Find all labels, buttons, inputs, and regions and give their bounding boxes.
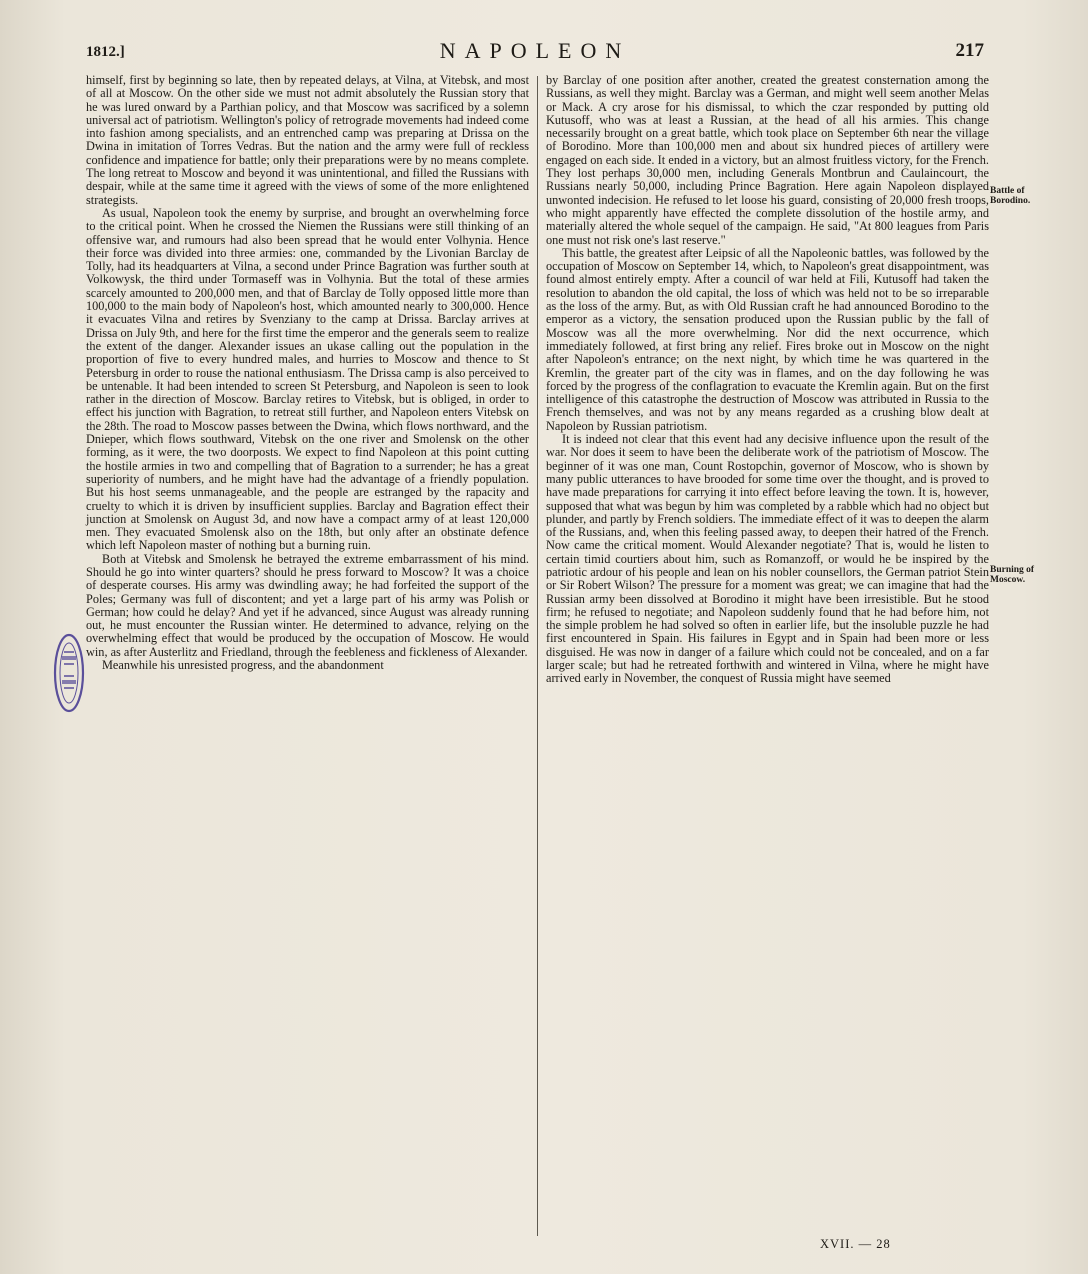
left-column [86,74,529,672]
signature-mark: XVII. — 28 [820,1237,891,1251]
paragraph: Both at Vitebsk and Smolensk he betrayed the extreme embarrassment of his mind. Should he go into winter quarters? should he press forward to Moscow? It was a choice of desperate courses. His army was dwindling away; he had forfeited the support of the Poles; Germany was full of discontent; and yet a large part of his army was Polish or German; how could he delay? And yet if he advanced, since August was already running out, he must encounter the Russian winter. He determined to advance, relying on the overwhelming effect that would be produced by the occupation of Moscow. He would win, as after Austerlitz and Friedland, through the feebleness and fickleness of Alexander. [86,551,529,659]
page-title: NAPOLEON [439,38,631,63]
paragraph: by Barclay of one position after another, created the greatest consternation among the Russians, as well they might. Barclay was a German, and might well seem another Melas or Mack. A cry arose for his dismissal, to which the czar responded by putting old Kutusoff, who was at least a Russian, at the head of all his armies. This change necessarily brought on a great battle, which took place on September 6th near the village of Borodino. More than 100,000 men and about six hundred pieces of artillery were engaged on each side. It ended in a victory, but an almost fruitless victory, for the French. They lost perhaps 30,000 men, including Generals Montbrun and Caulaincourt, the Russians nearly 50,000, including Prince Bagration. Here again Napoleon displayed unwonted indecision. He refused to let loose his guard, consisting of 20,000 fresh troops, who might apparently have effected the complete dissolution of the hostile army, and materially altered the whole sequel of the campaign. He said, "At 800 leagues from Paris one must not risk one's last reserve." [546,73,989,247]
sidenote-moscow: Burning of Moscow. [990,565,1035,585]
column-divider [537,76,538,1236]
paragraph: As usual, Napoleon took the enemy by surprise, and brought an overwhelming force to the critical point. When he crossed the Niemen the Russians were still thinking of an offensive war, and rumours had also been spread that he would enter Volhynia. Hence their force was divided into three armies: one, commanded by the Livonian Barclay de Tolly, had its headquarters at Vilna, a second under Prince Bagration was further south at Volkowysk, the third under Tormaseff was in Volhynia. But the total of these armies scarcely amounted to 200,000 men, and that of Barclay de Tolly opposed little more than 100,000 to the main body of Napoleon's host, which amounted nearly to 300,000. Hence it evacuates Vilna and retires by Svenziany to the camp at Drissa. Barclay arrives at Drissa on July 9th, and here for the first time the emperor and the generals seem to realize the extent of the danger. Alexander issues an ukase calling out the population in the proportion of five to every hundred males, and hurries to Moscow and thence to St Petersburg in order to rouse the national enthusiasm. The Drissa camp is also perceived to be untenable. It had been intended to screen St Petersburg, and Napoleon is seen to look rather in the direction of Moscow. Barclay retires to Vitebsk, but is obliged, in order to effect his junction with Bagration, to retreat still further, and Napoleon enters Vitebsk on the 28th. The road to Moscow passes between the Dwina, which flows northward, and the Dnieper, which flows southward, Vitebsk on the one river and Smolensk on the other forming, as it were, the two doorposts. We expect to find Napoleon at this point cutting the hostile armies in two and compelling that of Bagration to a surrender; he has a great superiority of numbers, and he might have had the advantage of a friendly population. But his host seems unmanageable, and the people are estranged by the rapacity and cruelty to which it is driven by insufficient supplies. Barclay and Bagration effect their junction at Smolensk on August 3d, and now have a compact army of at least 120,000 men. They evacuated Smolensk also on the 18th, but only after an obstinate defence which left Napoleon master of nothing but a burning ruin. [86,205,529,553]
right-column [546,74,989,686]
sidenote-borodino: Battle of Borodino. [990,186,1031,206]
paragraph: This battle, the greatest after Leipsic of all the Napoleonic battles, was followed by the occupation of Moscow on September 14, which, to Napoleon's great disappointment, was found almost entirely empty. After a council of war held at Fili, Kutusoff had taken the resolution to abandon the old capital, the loss of which was held not to be so irreparable as the loss of the army. But, as with Old Russian craft he had announced Borodino to the emperor as a victory, the sensation produced upon the Russian public by the fall of Moscow was all the more overwhelming. Nor did the next occurrence, which immediately followed, at first bring any relief. Fires broke out in Moscow on the night after Napoleon's entrance; on the next night, by which time he was quartered in the Kremlin, the greater part of the city was in flames, and on the day following he was forced by the progress of the conflagration to evacuate the Kremlin again. But on the first intelligence of this catastrophe the destruction of Moscow was attributed in Russia to the French themselves, and was not by any means regarded as a crushing blow dealt at Napoleon by Russian patriotism. [546,245,989,433]
running-header [86,38,984,68]
library-stamp-icon [52,630,86,716]
paragraph: himself, first by beginning so late, then by repeated delays, at Vilna, at Vitebsk, and most of all at Moscow. On the other side we must not admit absolutely the Russian story that he was lured onward by a Parthian policy, and that Moscow was sacrificed by a solemn universal act of patriotism. Wellington's policy of retrograde movements had indeed come into fashion among specialists, and an entrenched camp was preparing at Drissa on the Dwina in imitation of Torres Vedras. But the nation and the army were full of reckless confidence and impatience for battle; only their preparations were by no means complete. The long retreat to Moscow and beyond it was unintentional, and filled the Russians with despair, while at the same time it agreed with the views of some of the more enlightened strategists. [86,73,529,207]
header-year: 1812.] [86,44,125,60]
paragraph: It is indeed not clear that this event had any decisive influence upon the result of the war. Nor does it seem to have been the deliberate work of the patriotism of Moscow. The beginner of it was one man, Count Rostopchin, governor of Moscow, who is shown by many public utterances to have brooded for some time over the thought, and is proved to have made preparations for carrying it into effect before leaving the town. It is, however, supposed that what was begun by him was completed by a rabble which had no object but plunder, and partly by French soldiers. The immediate effect of it was to deepen the alarm of the Russians, and, when this feeling passed away, to deepen their hatred of the French. Now came the critical moment. Would Alexander negotiate? That is, would he listen to certain timid courtiers about him, such as Romanzoff, or would he be inspired by the patriotic ardour of his people and lean on his nobler counsellors, the German patriot Stein or Sir Robert Wilson? The pressure for a moment was great; we can imagine that had the Russian army been dissolved at Borodino it might have been irresistible. But he stood firm; he refused to negotiate; and Napoleon suddenly found that he had before him, not the simple problem he had solved so often in earlier life, but the insoluble puzzle he had first encountered in Spain. His failures in Egypt and in Spain had been more or less disguised. He was now in danger of a failure which could not be concealed, and on a far larger scale; but had he retreated forthwith and wintered in Vilna, where he might have arrived early in November, the conquest of Russia might have seemed [546,432,989,686]
paragraph: Meanwhile his unresisted progress, and the abandonment [102,658,384,673]
page-number: 217 [955,40,984,61]
